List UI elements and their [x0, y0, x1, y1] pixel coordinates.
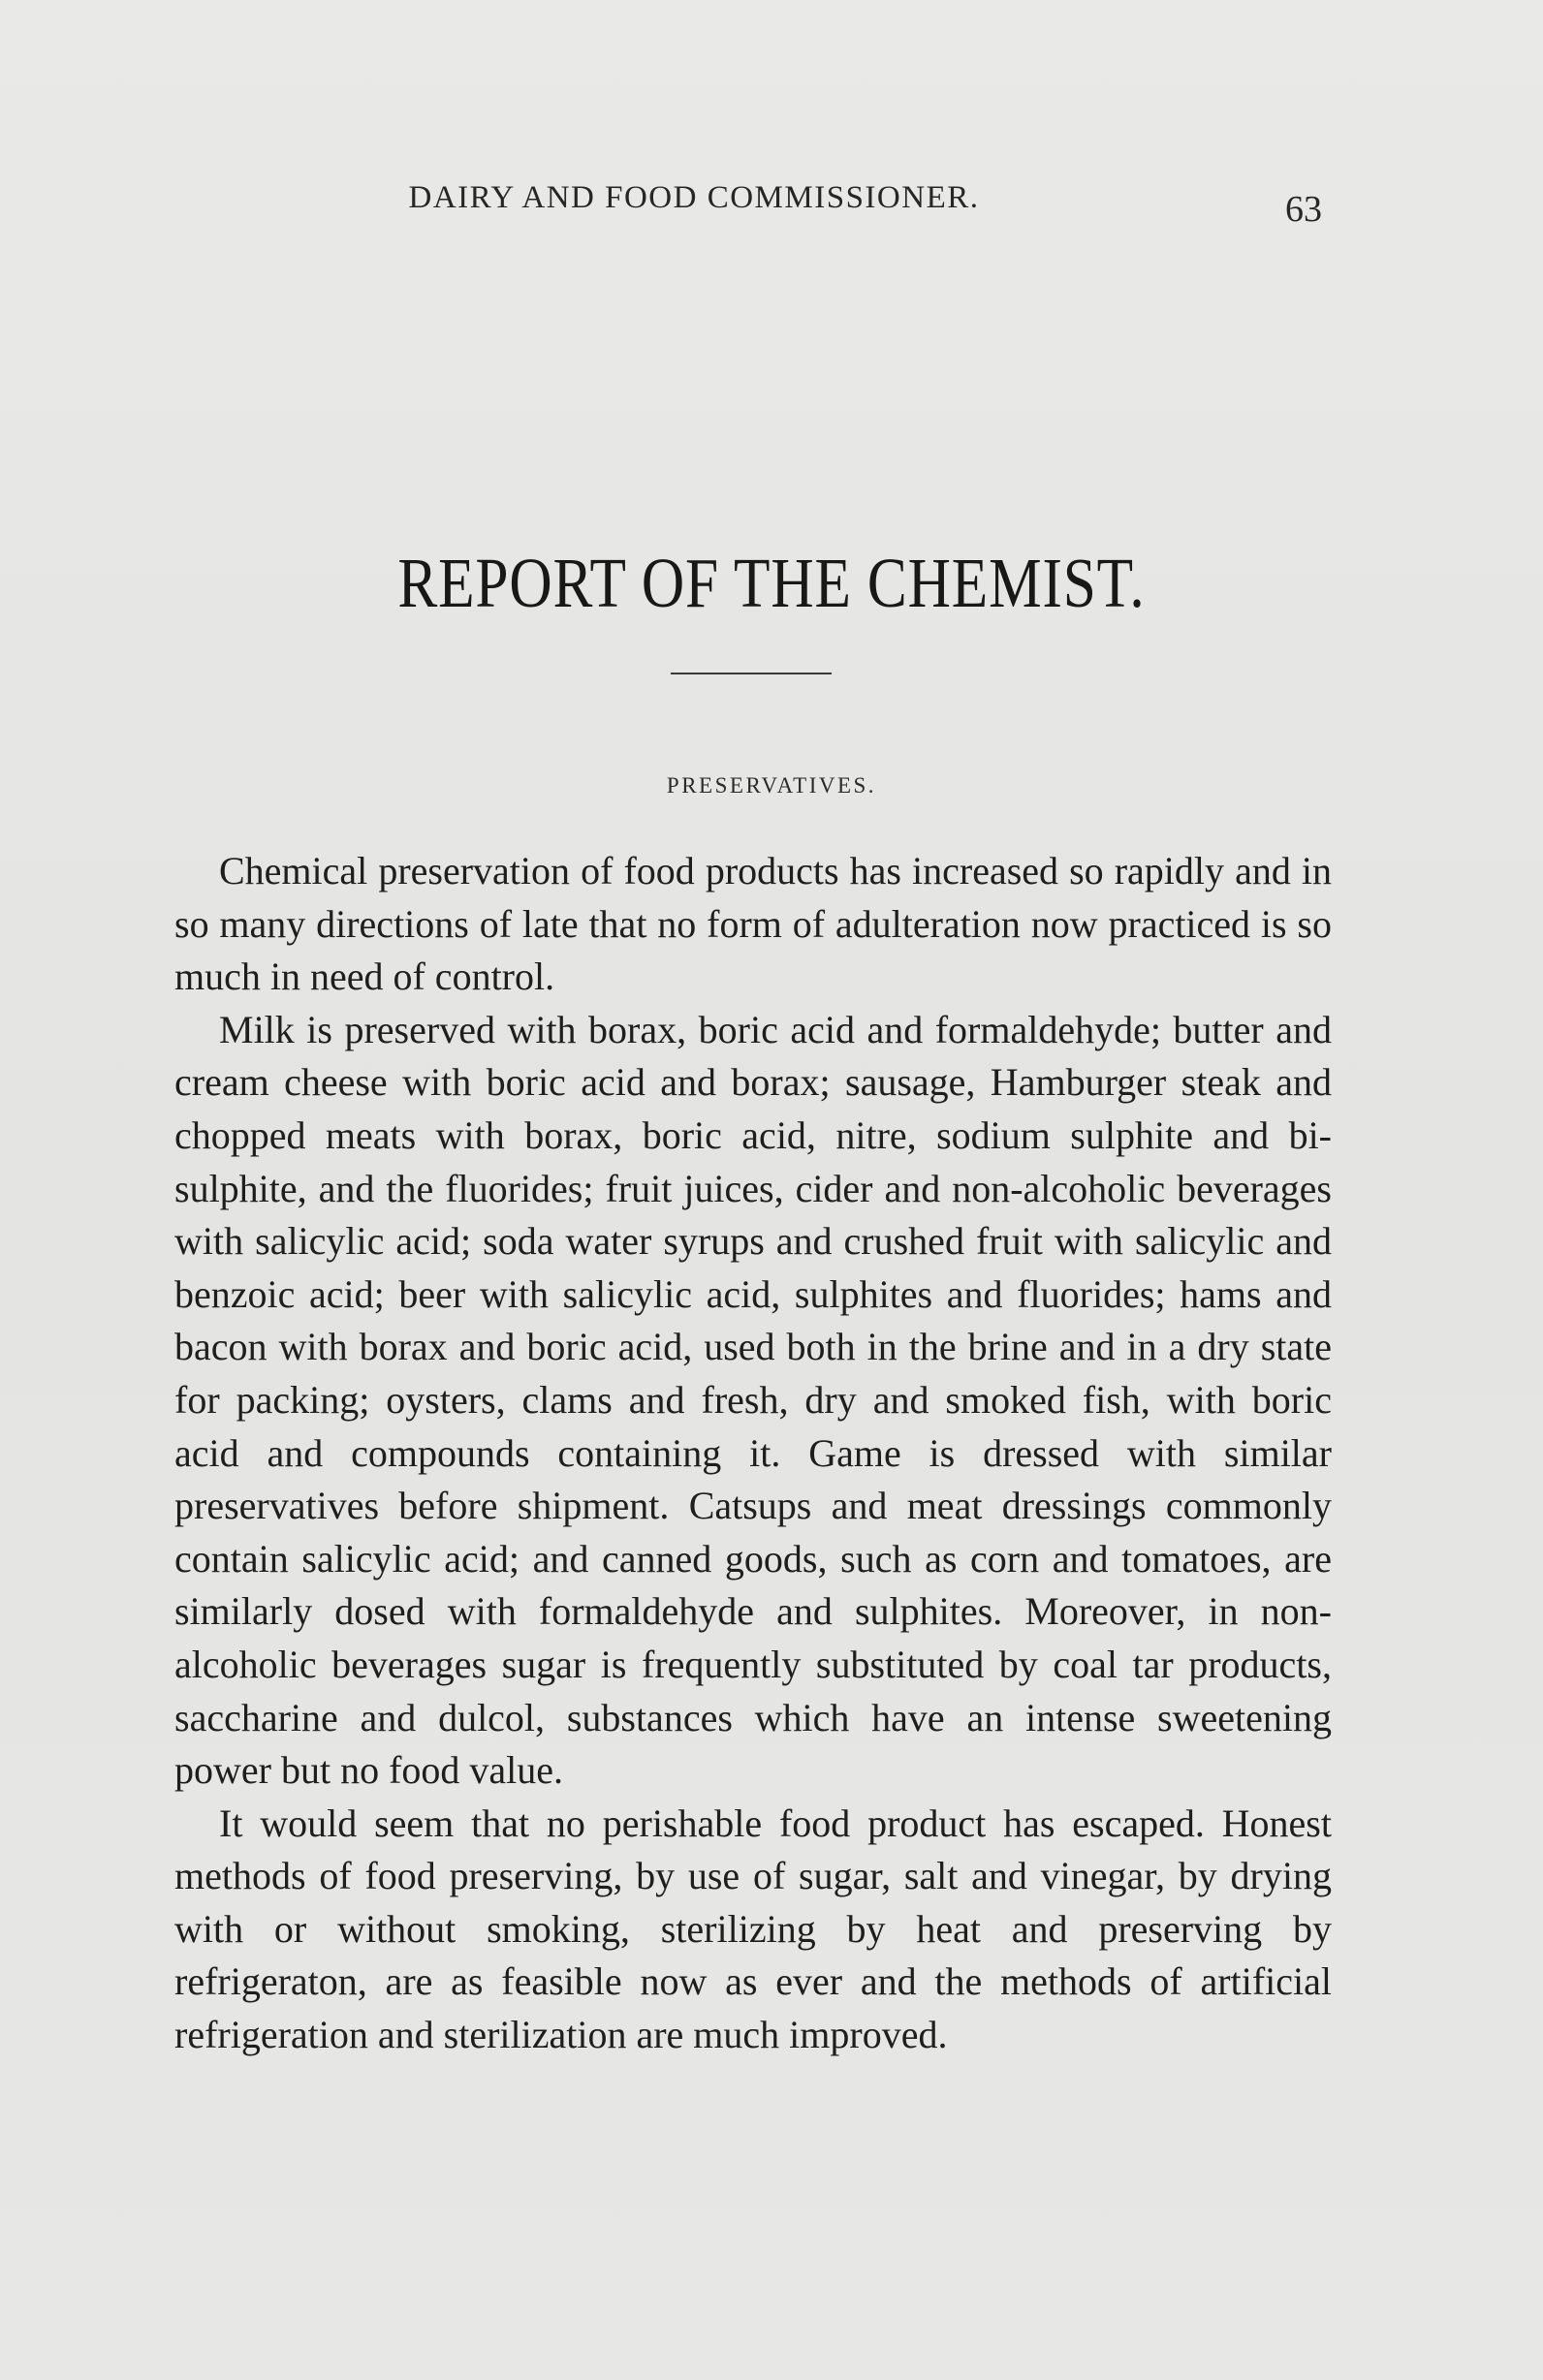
running-header	[0, 180, 1543, 229]
running-title: DAIRY AND FOOD COMMISSIONER.	[408, 180, 980, 215]
paragraph-2: Milk is preserved with borax, boric acid and formaldehyde; butter and cream cheese with boric acid and borax; sausage, Hamburger steak and chopped meats with borax, boric acid, nitre, sodium sulphite and bi-sulphite, and the fluorides; fruit juices, cider and non-alcoholic beverages with salicylic acid; soda water syrups and crushed fruit with salicylic and benzoic acid; beer with salicylic acid, sulphites and fluorides; hams and bacon with borax and boric acid, used both in the brine and in a dry state for packing; oysters, clams and fresh, dry and smoked fish, with boric acid and compounds containing it. Game is dressed with similar preservatives before shipment. Catsups and meat dressings commonly contain salicylic acid; and canned goods, such as corn and tomatoes, are similarly dosed with formaldehyde and sulphites. Moreover, in non-alcoholic beverages sugar is frequently substituted by coal tar products, saccharine and dulcol, substances which have an intense sweetening power but no food value.	[174, 1007, 1332, 1793]
paragraph-1: Chemical preservation of food products has increased so rapidly and in so many directions of late that no form of adulteration now practiced is so much in need of control.	[174, 849, 1332, 999]
report-title: REPORT OF THE CHEMIST.	[397, 544, 1146, 622]
page-number: 63	[1285, 189, 1322, 230]
title-divider	[671, 673, 832, 674]
paragraph-3: It would seem that no perishable food product has escaped. Honest methods of food preserving, by use of sugar, salt and vinegar, by drying with or without smoking, sterilizing by heat and preserving by refrigeraton, are as feasible now as ever and the methods of artificial refrigeration and sterilization are much improved.	[174, 1801, 1332, 2057]
section-heading: PRESERVATIVES.	[666, 773, 877, 798]
body-text	[174, 845, 1332, 2062]
